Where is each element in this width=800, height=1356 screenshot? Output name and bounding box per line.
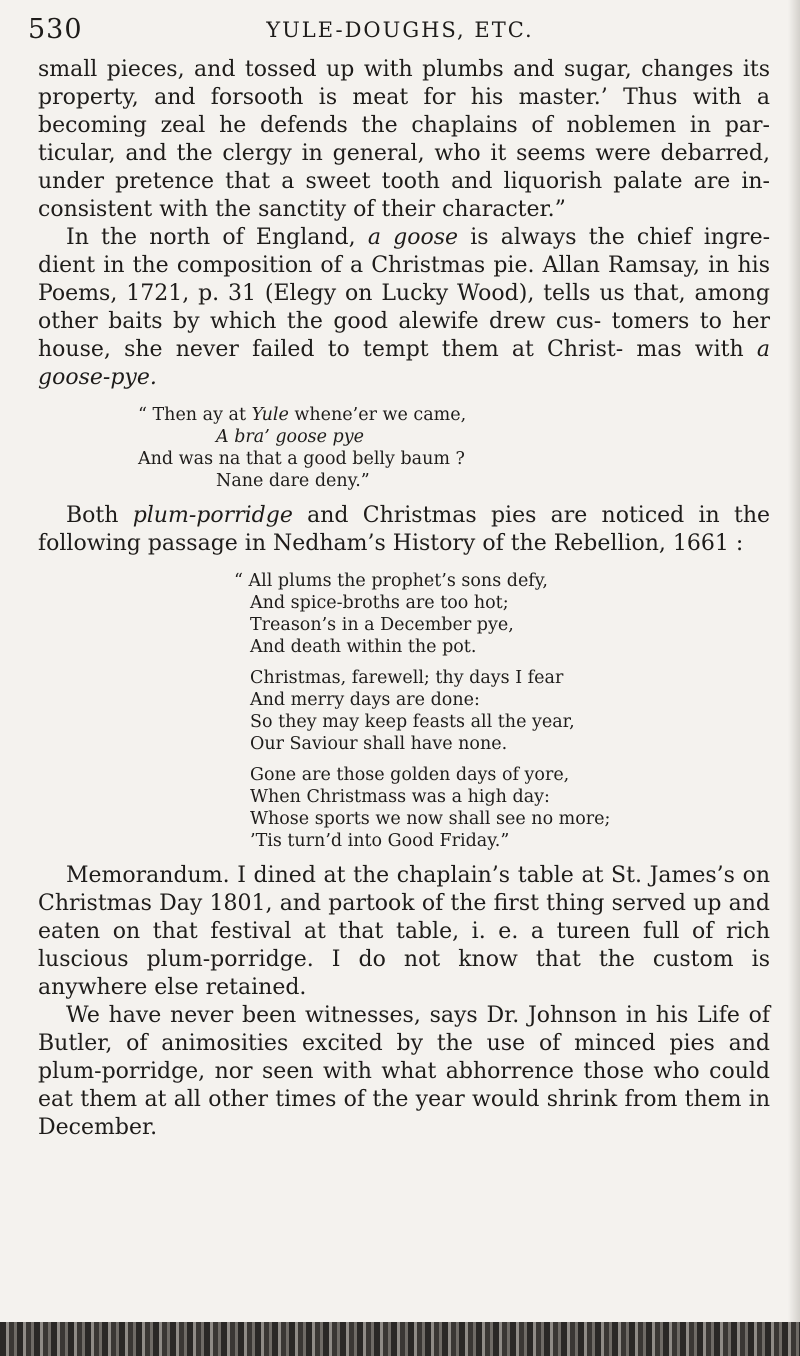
paragraph-2 <box>38 224 770 392</box>
paragraph-2-emphasis-goose-pye: a goose-pye. <box>38 337 770 390</box>
verse-line: And merry days are done: <box>250 690 480 710</box>
stanza-3 <box>38 764 770 852</box>
verse-line: So they may keep feasts all the year, <box>250 712 575 732</box>
paragraph-3 <box>38 502 770 558</box>
verse-line-text: “ Then ay at <box>138 405 246 425</box>
verse-line: Our Saviour shall have none. <box>250 734 508 754</box>
verse-line: ’Tis turn’d into Good Friday.” <box>250 831 510 851</box>
verse-emphasis-yule: Yule <box>251 405 289 425</box>
body-text <box>38 56 770 1142</box>
paragraph-2-text-a: In the north of England, <box>66 225 356 250</box>
verse-line: Treason’s in a December pye, <box>250 615 514 635</box>
paragraph-2-text-b: is always the chief ingre- dient in the composition of a Christmas pie. Allan Ramsay, in his Poems, 1721, p. 31 (Elegy on Lucky Wood), tells us that, among other baits by which the good alewife drew cus- tomers to her house, she never failed to tempt them at Christ- mas with <box>38 225 771 362</box>
verse-line: Nane dare deny.” <box>216 471 370 491</box>
paragraph-3-text-a: Both <box>66 503 119 528</box>
paragraph-5: We have never been witnesses, says Dr. Johnson in his Life of Butler, of animosities excited by the use of minced pies and plum-porridge, nor seen with what abhorrence those who could eat them at all other times of the year would shrink from them in December. <box>38 1003 770 1140</box>
verse-emphasis-goose-pye: A bra’ goose pye <box>216 427 364 447</box>
verse-line: And was na that a good belly baum ? <box>138 449 465 469</box>
verse-line: Christmas, farewell; thy days I fear <box>250 668 564 688</box>
verse-line: “ All plums the prophet’s sons defy, <box>234 571 548 591</box>
paragraph-3-text-b: and Christmas pies are noticed in the following passage in Nedham’s History of the Rebellion, 1661 : <box>38 503 771 556</box>
verse-line: And spice-broths are too hot; <box>250 593 509 613</box>
paragraph-1: small pieces, and tossed up with plumbs and sugar, changes its property, and forsooth is meat for his master.’ Thus with a becoming zeal he defends the chaplains of noblemen in par- ticular, and the clergy in general, who it seems were debarred, under pretence that a sweet tooth and liquorish palate are in- consistent with the sanctity of their character.” <box>38 57 770 222</box>
page-number: 530 <box>28 14 83 45</box>
page-header <box>28 14 772 50</box>
verse-line: Gone are those golden days of yore, <box>250 765 570 785</box>
verse-line <box>38 426 770 448</box>
stanza-2 <box>38 667 770 755</box>
quoted-verse-ramsay <box>38 404 770 492</box>
page-edge-shadow <box>788 0 800 1322</box>
verse-line-text: whene’er we came, <box>294 405 467 425</box>
paragraph-4: Memorandum. I dined at the chaplain’s table at St. James’s on Christmas Day 1801, and partook of the first thing served up and eaten on that festival at that table, i. e. a tureen full of rich luscious plum-porridge. I do not know that the custom is anywhere else retained. <box>38 863 770 1000</box>
verse-line: When Christmass was a high day: <box>250 787 550 807</box>
verse-line <box>38 404 770 426</box>
running-head: YULE-DOUGHS, ETC. <box>266 18 534 42</box>
paragraph-2-emphasis-goose: a goose <box>367 225 459 250</box>
verse-line: Whose sports we now shall see no more; <box>250 809 611 829</box>
stanza-1 <box>38 570 770 658</box>
scan-bottom-edge <box>0 1322 800 1356</box>
quoted-verse-nedham <box>38 570 770 852</box>
paragraph-3-emphasis: plum-porridge <box>132 503 293 528</box>
verse-line: And death within the pot. <box>250 637 477 657</box>
